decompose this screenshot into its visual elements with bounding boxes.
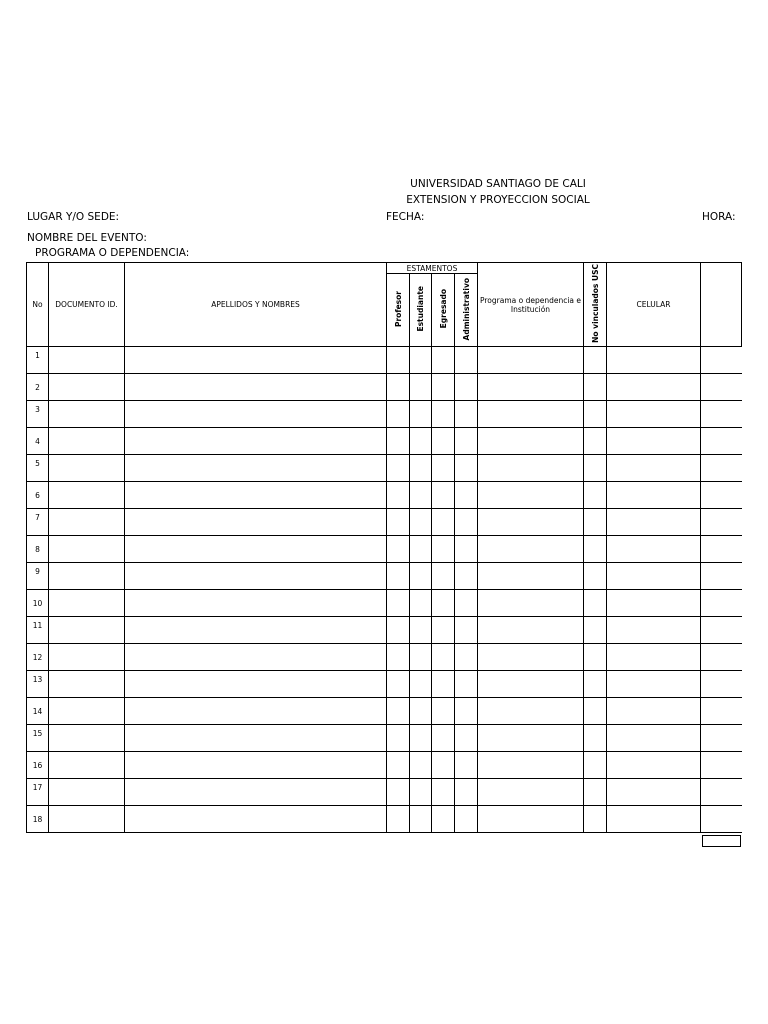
row-cell[interactable] (387, 725, 410, 752)
row-cell[interactable] (125, 698, 387, 725)
row-cell[interactable] (607, 779, 701, 806)
row-cell[interactable] (455, 374, 478, 401)
row-cell[interactable] (49, 671, 125, 698)
row-cell[interactable] (49, 644, 125, 671)
row-cell[interactable] (701, 536, 742, 563)
row-cell[interactable] (432, 806, 455, 833)
row-cell[interactable] (584, 779, 607, 806)
row-cell[interactable] (410, 779, 432, 806)
header-no-vinculados (584, 263, 607, 347)
row-number: 17 (27, 779, 49, 806)
row-cell[interactable] (410, 671, 432, 698)
row-cell[interactable] (478, 347, 584, 374)
row-cell[interactable] (584, 401, 607, 428)
table-row (27, 644, 742, 671)
row-cell[interactable] (701, 698, 742, 725)
row-number: 16 (27, 752, 49, 779)
row-cell[interactable] (607, 806, 701, 833)
table-row (27, 698, 742, 725)
row-cell[interactable] (455, 806, 478, 833)
row-cell[interactable] (387, 347, 410, 374)
row-cell[interactable] (410, 509, 432, 536)
row-cell[interactable] (584, 725, 607, 752)
row-cell[interactable] (432, 617, 455, 644)
row-cell[interactable] (607, 752, 701, 779)
row-cell[interactable] (125, 617, 387, 644)
header-profesor (387, 274, 410, 347)
row-cell[interactable] (387, 374, 410, 401)
row-number: 6 (27, 482, 49, 509)
table-row (27, 617, 742, 644)
row-cell[interactable] (125, 806, 387, 833)
row-cell[interactable] (125, 347, 387, 374)
row-cell[interactable] (387, 401, 410, 428)
row-cell[interactable] (701, 752, 742, 779)
row-cell[interactable] (607, 428, 701, 455)
row-cell[interactable] (432, 779, 455, 806)
row-cell[interactable] (584, 482, 607, 509)
table-row (27, 428, 742, 455)
row-cell[interactable] (607, 590, 701, 617)
row-cell[interactable] (607, 644, 701, 671)
row-cell[interactable] (701, 401, 742, 428)
row-cell[interactable] (455, 428, 478, 455)
row-number: 3 (27, 401, 49, 428)
row-number: 14 (27, 698, 49, 725)
row-cell[interactable] (478, 455, 584, 482)
row-cell[interactable] (584, 563, 607, 590)
row-cell[interactable] (49, 509, 125, 536)
row-cell[interactable] (432, 590, 455, 617)
row-cell[interactable] (432, 698, 455, 725)
row-cell[interactable] (410, 806, 432, 833)
row-number: 12 (27, 644, 49, 671)
row-cell[interactable] (387, 428, 410, 455)
header-administrativo (455, 274, 478, 347)
row-number: 13 (27, 671, 49, 698)
row-cell[interactable] (607, 698, 701, 725)
row-cell[interactable] (387, 806, 410, 833)
row-cell[interactable] (584, 698, 607, 725)
row-cell[interactable] (455, 779, 478, 806)
row-cell[interactable] (478, 725, 584, 752)
row-number: 15 (27, 725, 49, 752)
row-cell[interactable] (49, 401, 125, 428)
table-row (27, 806, 742, 833)
row-cell[interactable] (49, 779, 125, 806)
header-egresado (432, 274, 455, 347)
row-cell[interactable] (701, 617, 742, 644)
row-number: 2 (27, 374, 49, 401)
row-number: 1 (27, 347, 49, 374)
row-cell[interactable] (455, 347, 478, 374)
header-no: No (27, 263, 49, 347)
row-cell[interactable] (49, 428, 125, 455)
row-cell[interactable] (701, 374, 742, 401)
row-cell[interactable] (49, 563, 125, 590)
row-cell[interactable] (455, 563, 478, 590)
row-cell[interactable] (387, 563, 410, 590)
row-cell[interactable] (701, 590, 742, 617)
row-cell[interactable] (387, 671, 410, 698)
row-cell[interactable] (125, 725, 387, 752)
row-cell[interactable] (49, 536, 125, 563)
row-cell[interactable] (49, 806, 125, 833)
row-cell[interactable] (125, 428, 387, 455)
row-cell[interactable] (410, 590, 432, 617)
row-cell[interactable] (455, 644, 478, 671)
header-estudiante-label: Estudiante (416, 286, 425, 332)
row-cell[interactable] (701, 644, 742, 671)
row-cell[interactable] (432, 752, 455, 779)
row-cell[interactable] (387, 752, 410, 779)
row-number: 18 (27, 806, 49, 833)
row-cell[interactable] (478, 698, 584, 725)
row-cell[interactable] (387, 482, 410, 509)
row-cell[interactable] (478, 563, 584, 590)
row-cell[interactable] (125, 401, 387, 428)
row-cell[interactable] (584, 644, 607, 671)
row-cell[interactable] (432, 374, 455, 401)
row-cell[interactable] (455, 536, 478, 563)
row-number: 4 (27, 428, 49, 455)
row-cell[interactable] (584, 428, 607, 455)
table-row (27, 590, 742, 617)
row-cell[interactable] (701, 509, 742, 536)
row-cell[interactable] (125, 779, 387, 806)
row-cell[interactable] (410, 347, 432, 374)
row-cell[interactable] (455, 752, 478, 779)
row-cell[interactable] (584, 347, 607, 374)
row-cell[interactable] (455, 401, 478, 428)
row-cell[interactable] (432, 455, 455, 482)
table-row (27, 671, 742, 698)
header-names: APELLIDOS Y NOMBRES (125, 263, 387, 347)
row-cell[interactable] (478, 374, 584, 401)
row-cell[interactable] (49, 617, 125, 644)
row-cell[interactable] (478, 644, 584, 671)
row-cell[interactable] (432, 482, 455, 509)
row-cell[interactable] (125, 536, 387, 563)
row-cell[interactable] (584, 509, 607, 536)
row-cell[interactable] (701, 725, 742, 752)
header-program-institution: Programa o dependencia e Institución (478, 263, 584, 347)
table-row (27, 752, 742, 779)
department-title: EXTENSION Y PROYECCION SOCIAL (406, 194, 590, 206)
row-cell[interactable] (584, 806, 607, 833)
row-cell[interactable] (607, 482, 701, 509)
row-cell[interactable] (432, 644, 455, 671)
row-cell[interactable] (607, 509, 701, 536)
row-number: 8 (27, 536, 49, 563)
row-cell[interactable] (478, 536, 584, 563)
row-cell[interactable] (478, 752, 584, 779)
row-cell[interactable] (455, 590, 478, 617)
program-label: PROGRAMA O DEPENDENCIA: (35, 247, 190, 259)
header-no-vinculados-label: No vinculados USC (590, 264, 600, 343)
row-cell[interactable] (387, 509, 410, 536)
row-cell[interactable] (607, 347, 701, 374)
event-name-label: NOMBRE DEL EVENTO: (27, 232, 147, 244)
row-cell[interactable] (387, 455, 410, 482)
row-cell[interactable] (125, 482, 387, 509)
row-cell[interactable] (410, 563, 432, 590)
table-row (27, 401, 742, 428)
row-cell[interactable] (432, 671, 455, 698)
row-cell[interactable] (607, 725, 701, 752)
row-cell[interactable] (49, 482, 125, 509)
row-cell[interactable] (410, 644, 432, 671)
row-cell[interactable] (607, 617, 701, 644)
header-administrativo-label: Administrativo (461, 277, 471, 341)
row-cell[interactable] (410, 536, 432, 563)
row-cell[interactable] (478, 806, 584, 833)
row-cell[interactable] (701, 563, 742, 590)
header-estamentos: ESTAMENTOS (387, 263, 478, 274)
row-cell[interactable] (410, 455, 432, 482)
row-cell[interactable] (478, 401, 584, 428)
row-cell[interactable] (455, 617, 478, 644)
table-row (27, 536, 742, 563)
row-cell[interactable] (410, 401, 432, 428)
row-cell[interactable] (432, 347, 455, 374)
row-cell[interactable] (410, 482, 432, 509)
row-cell[interactable] (387, 536, 410, 563)
row-cell[interactable] (478, 779, 584, 806)
row-cell[interactable] (455, 455, 478, 482)
row-cell[interactable] (478, 671, 584, 698)
attendance-table (26, 262, 742, 833)
row-cell[interactable] (432, 725, 455, 752)
row-cell[interactable] (455, 482, 478, 509)
row-cell[interactable] (432, 563, 455, 590)
row-cell[interactable] (607, 563, 701, 590)
row-cell[interactable] (455, 509, 478, 536)
row-cell[interactable] (607, 401, 701, 428)
header-extra (701, 263, 742, 347)
row-cell[interactable] (584, 536, 607, 563)
row-cell[interactable] (701, 806, 742, 833)
row-cell[interactable] (478, 428, 584, 455)
row-cell[interactable] (387, 617, 410, 644)
time-label: HORA: (702, 211, 736, 223)
table-row (27, 455, 742, 482)
row-cell[interactable] (387, 779, 410, 806)
row-cell[interactable] (432, 401, 455, 428)
row-cell[interactable] (49, 590, 125, 617)
row-cell[interactable] (607, 671, 701, 698)
row-cell[interactable] (125, 671, 387, 698)
row-cell[interactable] (125, 374, 387, 401)
row-cell[interactable] (607, 536, 701, 563)
attendance-rows (27, 347, 742, 833)
row-cell[interactable] (125, 590, 387, 617)
table-row (27, 725, 742, 752)
row-cell[interactable] (584, 671, 607, 698)
row-cell[interactable] (125, 644, 387, 671)
header-estudiante (410, 274, 432, 347)
row-cell[interactable] (410, 428, 432, 455)
table-row (27, 563, 742, 590)
row-number: 9 (27, 563, 49, 590)
venue-label: LUGAR Y/O SEDE: (27, 211, 120, 223)
row-cell[interactable] (478, 509, 584, 536)
footer-box (702, 835, 741, 847)
row-cell[interactable] (455, 671, 478, 698)
row-cell[interactable] (584, 374, 607, 401)
row-cell[interactable] (455, 725, 478, 752)
row-cell[interactable] (49, 698, 125, 725)
table-row (27, 779, 742, 806)
row-cell[interactable] (410, 698, 432, 725)
row-cell[interactable] (410, 617, 432, 644)
row-cell[interactable] (478, 590, 584, 617)
header-profesor-label: Profesor (393, 290, 403, 327)
row-cell[interactable] (432, 509, 455, 536)
row-cell[interactable] (701, 482, 742, 509)
university-title: UNIVERSIDAD SANTIAGO DE CALI (410, 178, 586, 190)
row-cell[interactable] (701, 779, 742, 806)
row-cell[interactable] (432, 536, 455, 563)
row-cell[interactable] (701, 428, 742, 455)
row-cell[interactable] (701, 671, 742, 698)
row-cell[interactable] (410, 725, 432, 752)
row-cell[interactable] (387, 698, 410, 725)
row-cell[interactable] (584, 617, 607, 644)
row-cell[interactable] (125, 752, 387, 779)
row-number: 5 (27, 455, 49, 482)
row-cell[interactable] (125, 509, 387, 536)
row-cell[interactable] (607, 455, 701, 482)
row-cell[interactable] (125, 563, 387, 590)
row-cell[interactable] (49, 725, 125, 752)
row-cell[interactable] (701, 455, 742, 482)
row-cell[interactable] (125, 455, 387, 482)
row-cell[interactable] (410, 752, 432, 779)
row-cell[interactable] (701, 347, 742, 374)
table-row (27, 482, 742, 509)
row-cell[interactable] (584, 455, 607, 482)
row-cell[interactable] (432, 428, 455, 455)
row-cell[interactable] (455, 698, 478, 725)
row-number: 10 (27, 590, 49, 617)
row-cell[interactable] (478, 617, 584, 644)
table-row (27, 509, 742, 536)
header-celular: CELULAR (607, 263, 701, 347)
row-cell[interactable] (387, 644, 410, 671)
row-number: 11 (27, 617, 49, 644)
row-cell[interactable] (49, 455, 125, 482)
table-row (27, 374, 742, 401)
row-cell[interactable] (584, 752, 607, 779)
row-cell[interactable] (387, 590, 410, 617)
row-cell[interactable] (584, 590, 607, 617)
header-egresado-label: Egresado (438, 289, 448, 329)
row-cell[interactable] (49, 752, 125, 779)
header-document-id: DOCUMENTO ID. (49, 263, 125, 347)
row-cell[interactable] (607, 374, 701, 401)
row-cell[interactable] (410, 374, 432, 401)
table-row (27, 347, 742, 374)
date-label: FECHA: (386, 211, 425, 223)
row-cell[interactable] (49, 374, 125, 401)
row-cell[interactable] (478, 482, 584, 509)
row-cell[interactable] (49, 347, 125, 374)
row-number: 7 (27, 509, 49, 536)
